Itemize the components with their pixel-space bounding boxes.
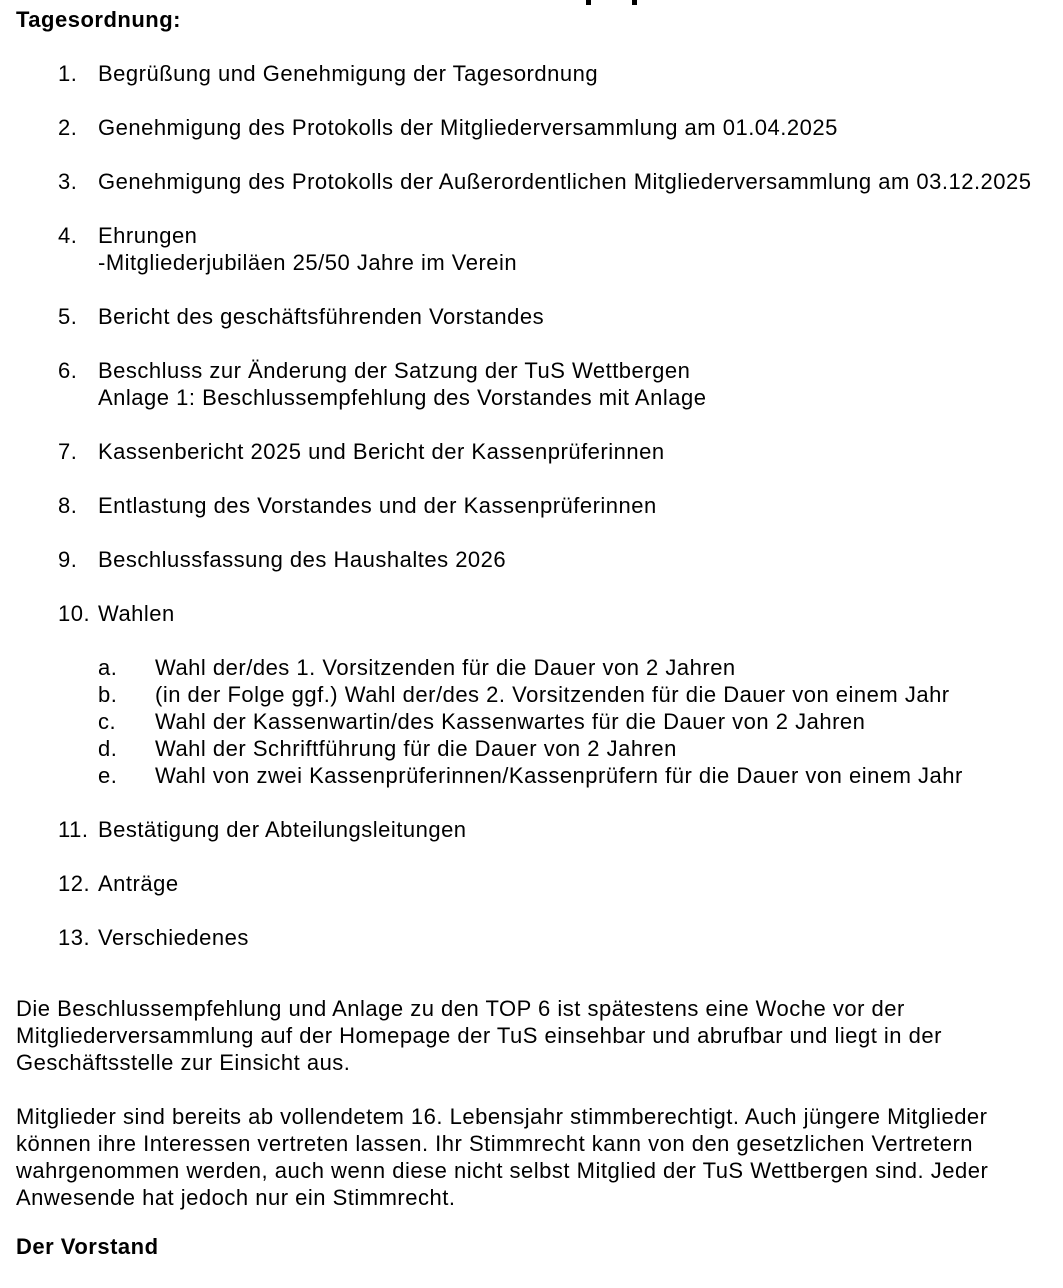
agenda-item-number: 6. [58,358,78,383]
sub-item-letter: d. [98,736,118,761]
agenda-item-line: Verschiedenes [98,925,249,950]
wahlen-sub-item-d [98,735,1053,762]
agenda-item-line: Genehmigung des Protokolls der Mitgliederversammlung am 01.04.2025 [98,115,838,140]
agenda-item-number: 4. [58,223,78,248]
agenda-item-text [98,60,1053,87]
paragraph-line: wahrgenommen werden, auch wenn diese nicht selbst Mitglied der TuS Wettbergen sind. Jeder [16,1158,989,1183]
sub-item-text: Wahl der Schriftführung für die Dauer von 2 Jahren [155,736,677,761]
agenda-item-text [98,870,1053,897]
agenda-item-number: 7. [58,439,78,464]
agenda-item-line: Anlage 1: Beschlussempfehlung des Vorstandes mit Anlage [98,385,707,410]
sub-item-letter: c. [98,709,117,734]
sub-item-letter: e. [98,763,118,788]
agenda-item-9 [58,546,1053,573]
paragraph-line: Die Beschlussempfehlung und Anlage zu den TOP 6 ist spätestens eine Woche vor der [16,996,905,1021]
paragraph-line: Geschäftsstelle zur Einsicht aus. [16,1050,351,1075]
agenda-item-line: Entlastung des Vorstandes und der Kassenprüferinnen [98,493,657,518]
agenda-item-text [98,546,1053,573]
agenda-item-text [98,114,1053,141]
cutoff-text-fragment [632,0,637,5]
agenda-item-number: 5. [58,304,78,329]
paragraph-line: Anwesende hat jedoch nur ein Stimmrecht. [16,1185,456,1210]
agenda-item-number: 12. [58,871,91,896]
signature-der-vorstand: Der Vorstand [16,1234,159,1259]
agenda-item-4 [58,222,1053,276]
agenda-item-line: Kassenbericht 2025 und Bericht der Kassenprüferinnen [98,439,665,464]
sub-item-letter: a. [98,655,118,680]
agenda-item-10 [58,600,1053,627]
agenda-item-number: 9. [58,547,78,572]
agenda-item-line: -Mitgliederjubiläen 25/50 Jahre im Verein [98,250,518,275]
agenda-item-line: Bericht des geschäftsführenden Vorstandes [98,304,545,329]
agenda-item-text [98,222,1053,276]
agenda-item-number: 10. [58,601,91,626]
agenda-item-line: Beschlussfassung des Haushaltes 2026 [98,547,507,572]
agenda-item-7 [58,438,1053,465]
wahlen-sub-item-e [98,762,1053,789]
cutoff-text-fragment [586,0,591,5]
agenda-item-number: 1. [58,61,78,86]
wahlen-sub-item-a [98,654,1053,681]
sub-item-text: Wahl von zwei Kassenprüferinnen/Kassenprüfern für die Dauer von einem Jahr [155,763,963,788]
agenda-item-line: Anträge [98,871,179,896]
agenda-item-text [98,438,1053,465]
agenda-item-2 [58,114,1053,141]
agenda-item-text [98,168,1053,195]
agenda-item-12 [58,870,1053,897]
agenda-item-number: 3. [58,169,78,194]
agenda-item-5 [58,303,1053,330]
agenda-item-text [98,303,1053,330]
sub-item-text: Wahl der/des 1. Vorsitzenden für die Dauer von 2 Jahren [155,655,736,680]
agenda-item-line: Beschluss zur Änderung der Satzung der TuS Wettbergen [98,358,691,383]
agenda-item-line: Ehrungen [98,223,198,248]
agenda-item-line: Genehmigung des Protokolls der Außerordentlichen Mitgliederversammlung am 03.12.2025 [98,169,1032,194]
agenda-item-6 [58,357,1053,411]
notice-paragraph-voting-rights [16,1103,1053,1211]
page-title: Tagesordnung: [16,7,181,32]
agenda-item-number: 11. [58,817,89,842]
wahlen-sub-list [98,654,1053,789]
agenda-item-line: Wahlen [98,601,175,626]
agenda-item-3 [58,168,1053,195]
wahlen-sub-item-c [98,708,1053,735]
agenda-item-11 [58,816,1053,843]
agenda-item-text [98,600,1053,627]
wahlen-sub-item-b [98,681,1053,708]
sub-item-letter: b. [98,682,118,707]
agenda-item-8 [58,492,1053,519]
notice-paragraph-top6 [16,995,1053,1076]
agenda-item-13 [58,924,1053,951]
agenda-item-number: 2. [58,115,78,140]
paragraph-line: können ihre Interessen vertreten lassen. Ihr Stimmrecht kann von den gesetzlichen Vertretern [16,1131,974,1156]
agenda-item-text [98,816,1053,843]
agenda-item-line: Bestätigung der Abteilungsleitungen [98,817,467,842]
agenda-item-number: 8. [58,493,78,518]
sub-item-text: (in der Folge ggf.) Wahl der/des 2. Vorsitzenden für die Dauer von einem Jahr [155,682,950,707]
agenda-item-text [98,924,1053,951]
paragraph-line: Mitglieder sind bereits ab vollendetem 16. Lebensjahr stimmberechtigt. Auch jüngere Mitglieder [16,1104,988,1129]
agenda-item-line: Begrüßung und Genehmigung der Tagesordnung [98,61,599,86]
paragraph-line: Mitgliederversammlung auf der Homepage der TuS einsehbar und abrufbar und liegt in der [16,1023,942,1048]
agenda-item-number: 13. [58,925,91,950]
sub-item-text: Wahl der Kassenwartin/des Kassenwartes für die Dauer von 2 Jahren [155,709,866,734]
agenda-item-1 [58,60,1053,87]
agenda-item-text [98,357,1053,411]
agenda-item-text [98,492,1053,519]
